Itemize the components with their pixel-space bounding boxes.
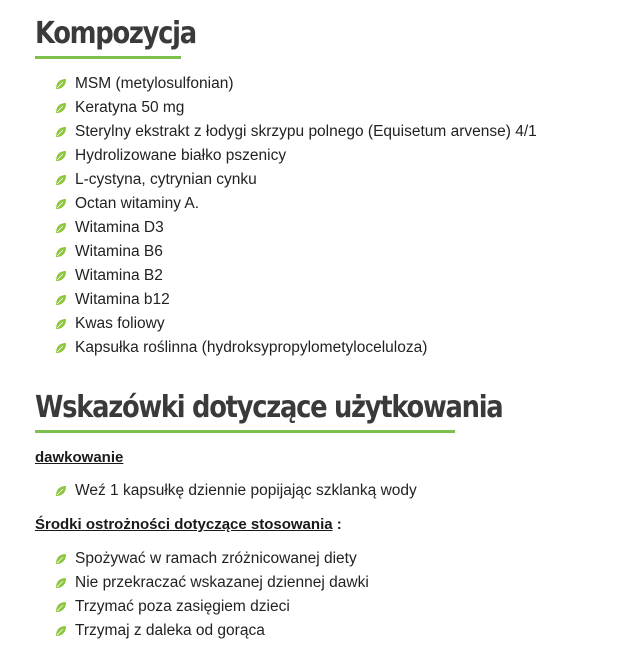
composition-item xyxy=(55,144,537,168)
leaf-icon xyxy=(55,222,67,234)
leaf-icon xyxy=(55,102,67,114)
dosage-item xyxy=(55,479,417,503)
leaf-icon xyxy=(55,485,67,497)
composition-item-text: Kwas foliowy xyxy=(75,315,165,332)
leaf-icon xyxy=(55,270,67,282)
precaution-item xyxy=(55,619,369,643)
composition-item xyxy=(55,96,537,120)
composition-item xyxy=(55,240,537,264)
leaf-icon xyxy=(55,174,67,186)
dosage-subheading xyxy=(35,449,123,466)
leaf-icon xyxy=(55,78,67,90)
precautions-list xyxy=(55,547,369,643)
leaf-icon xyxy=(55,150,67,162)
leaf-icon xyxy=(55,577,67,589)
composition-list xyxy=(55,72,537,360)
composition-item-text: Witamina b12 xyxy=(75,291,170,308)
composition-item-text: Hydrolizowane białko pszenicy xyxy=(75,147,287,164)
leaf-icon xyxy=(55,126,67,138)
precautions-subheading xyxy=(35,516,342,533)
composition-item-text: Witamina B6 xyxy=(75,243,163,260)
composition-title-underline xyxy=(35,56,181,59)
dosage-label: dawkowanie xyxy=(35,449,124,466)
composition-item xyxy=(55,336,537,360)
usage-title-underline xyxy=(35,430,455,433)
precautions-suffix: : xyxy=(332,516,342,533)
composition-item-text: MSM (metylosulfonian) xyxy=(75,75,234,92)
composition-item-text: Keratyna 50 mg xyxy=(75,99,185,116)
composition-item-text: L-cystyna, cytrynian cynku xyxy=(75,171,257,188)
composition-item-text: Witamina B2 xyxy=(75,267,163,284)
precaution-item-text: Spożywać w ramach zróżnicowanej diety xyxy=(75,550,357,567)
composition-item xyxy=(55,192,537,216)
composition-item-text: Sterylny ekstrakt z łodygi skrzypu polnego (Equisetum arvense) 4/1 xyxy=(75,123,537,140)
precaution-item-text: Trzymaj z daleka od gorąca xyxy=(75,622,265,639)
composition-item xyxy=(55,264,537,288)
composition-item xyxy=(55,312,537,336)
composition-item-text: Octan witaminy A. xyxy=(75,195,200,212)
usage-title: Wskazówki dotyczące użytkowania xyxy=(35,390,503,425)
composition-item xyxy=(55,216,537,240)
leaf-icon xyxy=(55,625,67,637)
composition-title: Kompozycja xyxy=(35,16,196,51)
precaution-item xyxy=(55,547,369,571)
dosage-list xyxy=(55,479,417,503)
precautions-label: Środki ostrożności dotyczące stosowania xyxy=(35,516,333,533)
precaution-item-text: Trzymać poza zasięgiem dzieci xyxy=(75,598,290,615)
composition-item xyxy=(55,168,537,192)
precaution-item xyxy=(55,595,369,619)
composition-item xyxy=(55,288,537,312)
leaf-icon xyxy=(55,318,67,330)
leaf-icon xyxy=(55,246,67,258)
dosage-item-text: Weź 1 kapsułkę dziennie popijając szklanką wody xyxy=(75,482,417,499)
composition-item-text: Witamina D3 xyxy=(75,219,164,236)
leaf-icon xyxy=(55,294,67,306)
leaf-icon xyxy=(55,601,67,613)
composition-item-text: Kapsułka roślinna (hydroksypropylometyloceluloza) xyxy=(75,339,428,356)
precaution-item-text: Nie przekraczać wskazanej dziennej dawki xyxy=(75,574,369,591)
leaf-icon xyxy=(55,342,67,354)
leaf-icon xyxy=(55,553,67,565)
precaution-item xyxy=(55,571,369,595)
leaf-icon xyxy=(55,198,67,210)
composition-item xyxy=(55,120,537,144)
composition-item xyxy=(55,72,537,96)
